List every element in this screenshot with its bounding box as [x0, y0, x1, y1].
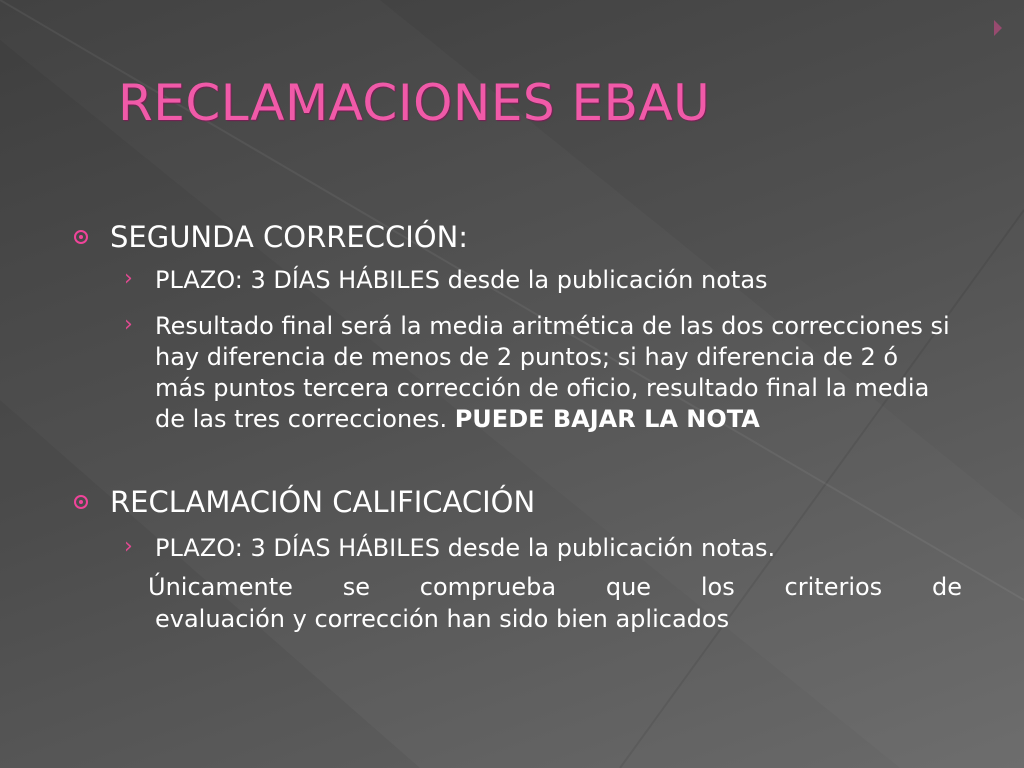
- section-heading-reclamacion-calificacion: RECLAMACIÓN CALIFICACIÓN: [110, 485, 536, 519]
- chevron-right-icon: ›: [124, 534, 133, 559]
- list-item-resultado-final: [155, 311, 955, 435]
- list-item-plazo-segunda: PLAZO: 3 DÍAS HÁBILES desde la publicación notas: [155, 266, 768, 294]
- circled-dot-icon: [74, 230, 88, 244]
- list-item-plazo-reclamacion: PLAZO: 3 DÍAS HÁBILES desde la publicación notas.: [155, 534, 776, 562]
- chevron-right-icon: ›: [124, 312, 133, 337]
- circled-dot-icon: [74, 495, 88, 509]
- note-line-2: evaluación y corrección han sido bien aplicados: [155, 605, 730, 633]
- note-line-1: Únicamente se comprueba que los criterios de: [148, 573, 962, 601]
- chevron-right-icon: ›: [124, 266, 133, 291]
- section-heading-segunda-correccion: SEGUNDA CORRECCIÓN:: [110, 220, 469, 254]
- resultado-final-text: Resultado final será la media aritmética de las dos correcciones si hay diferencia de menos de 2 puntos; si hay diferencia de 2 ó más puntos tercera corrección de oficio, resultado final la media de las tres correcciones.: [155, 312, 950, 433]
- slide-title: RECLAMACIONES EBAU: [118, 74, 711, 132]
- puede-bajar-nota-emphasis: PUEDE BAJAR LA NOTA: [454, 405, 760, 433]
